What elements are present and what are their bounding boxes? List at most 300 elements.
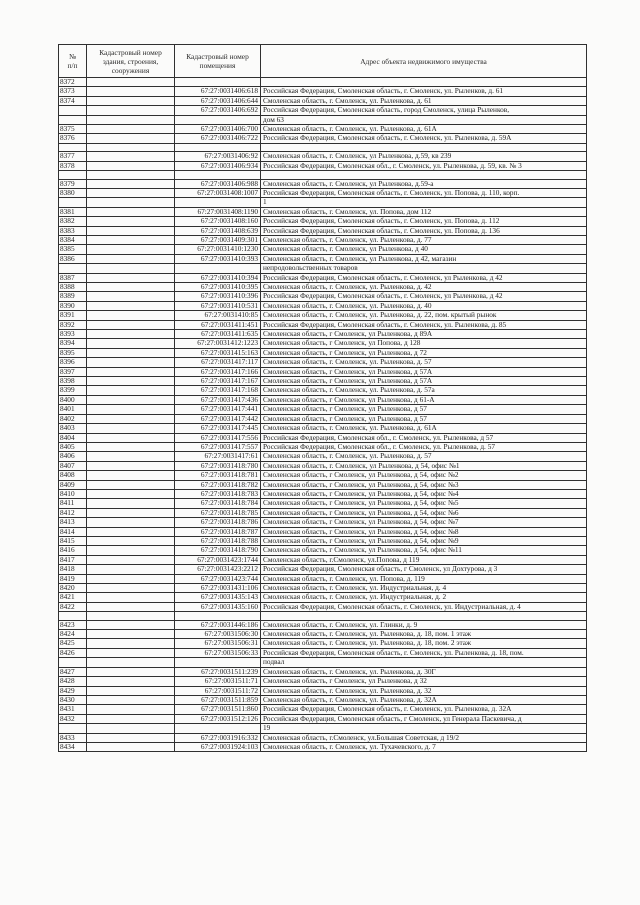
address-cell [261, 612, 587, 620]
table-row [59, 414, 587, 423]
table-row [59, 489, 587, 498]
row-number-cell: 8418 [59, 565, 87, 574]
row-number-cell: 8426 [59, 648, 87, 657]
address-cell: Смоленская область, г Смоленск, ул Рыленкова, д 57 [261, 405, 587, 414]
table-row [59, 301, 587, 310]
building-cadastral-cell [87, 348, 175, 357]
address-cell: Смоленская область, г. Смоленск, ул. Рыленкова, д. 40 [261, 301, 587, 310]
address-cell: Смоленская область, г Смоленск, ул Рыленкова, д 54, офис №2 [261, 471, 587, 480]
address-cell: Смоленская область, г Смоленск, ул Рыленкова, д 57 [261, 414, 587, 423]
row-number-cell: 8382 [59, 217, 87, 226]
premises-cadastral-cell: 67:27:0031417:167 [175, 377, 261, 386]
building-cadastral-cell [87, 630, 175, 639]
row-number-cell: 8388 [59, 283, 87, 292]
row-number-cell: 8380 [59, 188, 87, 197]
premises-cadastral-cell: 67:27:0031418:783 [175, 489, 261, 498]
premises-cadastral-cell: 67:27:0031916:332 [175, 733, 261, 742]
table-row [59, 686, 587, 695]
table-row [59, 705, 587, 714]
address-cell: Смоленская область, г. Смоленск, ул. Рыленкова, д. 32А [261, 695, 587, 704]
building-cadastral-cell [87, 78, 175, 87]
row-number-cell: 8415 [59, 536, 87, 545]
table-row [59, 217, 587, 226]
building-cadastral-cell [87, 143, 175, 151]
premises-cadastral-cell [175, 78, 261, 87]
table-row [59, 87, 587, 96]
building-cadastral-cell [87, 188, 175, 197]
address-cell: Смоленская область, г. Смоленск, ул. Рыленкова, д. 57 [261, 358, 587, 367]
premises-cadastral-cell: 67:27:0031410:396 [175, 292, 261, 301]
premises-cadastral-cell: 67:27:0031418:790 [175, 546, 261, 555]
address-cell: Смоленская область, г. Смоленск, ул Рыленкова, д 40 [261, 245, 587, 254]
premises-cadastral-cell: 67:27:0031446:186 [175, 620, 261, 629]
header-building-cadastral: Кадастровый номер здания, строения, сооружения [87, 45, 175, 78]
address-cell: Смоленская область, г. Смоленск, ул. Рыленкова, д. 77 [261, 235, 587, 244]
row-number-cell: 8412 [59, 508, 87, 517]
premises-cadastral-cell [175, 658, 261, 667]
table-row [59, 226, 587, 235]
premises-cadastral-cell [175, 115, 261, 124]
address-cell: Российская Федерация, Смоленская область, г Смоленск, ул Дохтурова, д 3 [261, 565, 587, 574]
table-row [59, 171, 587, 179]
table-row [59, 639, 587, 648]
address-cell [261, 78, 587, 87]
table-row [59, 330, 587, 339]
table-row [59, 499, 587, 508]
row-number-cell: 8410 [59, 489, 87, 498]
table-row [59, 245, 587, 254]
address-cell: Смоленская область, г.Смоленск, ул.Попова, д 119 [261, 555, 587, 564]
table-row [59, 442, 587, 451]
building-cadastral-cell [87, 292, 175, 301]
table-row [59, 207, 587, 216]
row-number-cell: 8395 [59, 348, 87, 357]
address-cell: Смоленская область, г. Смоленск, ул. Рыленкова, д. 61 [261, 96, 587, 105]
premises-cadastral-cell: 67:27:0031417:441 [175, 405, 261, 414]
row-number-cell: 8400 [59, 395, 87, 404]
building-cadastral-cell [87, 320, 175, 329]
row-number-cell: 8375 [59, 125, 87, 134]
table-row [59, 348, 587, 357]
row-number-cell: 8422 [59, 602, 87, 611]
building-cadastral-cell [87, 377, 175, 386]
table-row [59, 658, 587, 667]
address-cell: Смоленская область, г. Смоленск, ул. Рыленкова, д. 18, пом. 2 этаж [261, 639, 587, 648]
address-cell: Смоленская область, г. Смоленск, ул. Глинки, д. 9 [261, 620, 587, 629]
building-cadastral-cell [87, 677, 175, 686]
row-number-cell: 8419 [59, 574, 87, 583]
building-cadastral-cell [87, 301, 175, 310]
building-cadastral-cell [87, 115, 175, 124]
premises-cadastral-cell: 67:27:0031410:395 [175, 283, 261, 292]
table-row [59, 620, 587, 629]
address-cell: Смоленская область, г. Смоленск, ул. Рыленкова, д. 32 [261, 686, 587, 695]
table-row [59, 264, 587, 273]
table-row [59, 574, 587, 583]
row-number-cell: 8403 [59, 424, 87, 433]
premises-cadastral-cell: 67:27:0031410:531 [175, 301, 261, 310]
premises-cadastral-cell: 67:27:0031511:239 [175, 667, 261, 676]
property-registry-table [58, 44, 587, 752]
premises-cadastral-cell: 67:27:0031408:1007 [175, 188, 261, 197]
premises-cadastral-cell: 67:27:0031418:782 [175, 480, 261, 489]
building-cadastral-cell [87, 207, 175, 216]
address-cell: Смоленская область, г. Смоленск, ул Рыленкова, д.59-а [261, 179, 587, 188]
row-number-cell: 8401 [59, 405, 87, 414]
premises-cadastral-cell [175, 612, 261, 620]
row-number-cell: 8409 [59, 480, 87, 489]
building-cadastral-cell [87, 705, 175, 714]
premises-cadastral-cell: 67:27:0031418:780 [175, 461, 261, 470]
building-cadastral-cell [87, 96, 175, 105]
premises-cadastral-cell: 67:27:0031410:1230 [175, 245, 261, 254]
building-cadastral-cell [87, 620, 175, 629]
row-number-cell: 8378 [59, 161, 87, 170]
premises-cadastral-cell: 67:27:0031408:160 [175, 217, 261, 226]
table-row [59, 677, 587, 686]
building-cadastral-cell [87, 724, 175, 733]
building-cadastral-cell [87, 612, 175, 620]
row-number-cell [59, 198, 87, 207]
table-row [59, 536, 587, 545]
building-cadastral-cell [87, 639, 175, 648]
row-number-cell: 8384 [59, 235, 87, 244]
table-row [59, 377, 587, 386]
row-number-cell: 8429 [59, 686, 87, 695]
table-row [59, 405, 587, 414]
header-premises-cadastral: Кадастровый номер помещения [175, 45, 261, 78]
row-number-cell: 8381 [59, 207, 87, 216]
address-cell: Смоленская область, г. Смоленск, ул. Рыленкова, д. 61А [261, 424, 587, 433]
table-row [59, 292, 587, 301]
address-cell [261, 171, 587, 179]
table-row [59, 106, 587, 115]
premises-cadastral-cell: 67:27:0031418:787 [175, 527, 261, 536]
header-row-number: № п/п [59, 45, 87, 78]
premises-cadastral-cell: 67:27:0031417:117 [175, 358, 261, 367]
building-cadastral-cell [87, 593, 175, 602]
row-number-cell: 8389 [59, 292, 87, 301]
table-row [59, 667, 587, 676]
address-cell: Российская Федерация, Смоленская область, г Смоленск, ул Генерала Паскевича, д [261, 714, 587, 723]
table-row [59, 546, 587, 555]
premises-cadastral-cell [175, 198, 261, 207]
premises-cadastral-cell: 67:27:0031423:744 [175, 574, 261, 583]
table-row [59, 565, 587, 574]
building-cadastral-cell [87, 254, 175, 263]
address-cell: Российская Федерация, Смоленская область, г. Смоленск, ул. Рыленкова, д. 59А [261, 134, 587, 143]
address-cell: Смоленская область, г Смоленск, ул Рыленкова, д 54, офис №9 [261, 536, 587, 545]
table-row [59, 742, 587, 751]
premises-cadastral-cell: 67:27:0031423:1744 [175, 555, 261, 564]
premises-cadastral-cell: 67:27:0031417:556 [175, 433, 261, 442]
building-cadastral-cell [87, 330, 175, 339]
row-number-cell [59, 106, 87, 115]
table-row [59, 134, 587, 143]
building-cadastral-cell [87, 339, 175, 348]
address-cell: Российская Федерация, Смоленская область, г. Смоленск, ул Рыленкова, д 42 [261, 273, 587, 282]
row-number-cell: 8408 [59, 471, 87, 480]
premises-cadastral-cell: 67:27:0031924:103 [175, 742, 261, 751]
address-cell: Российская Федерация, Смоленская область, г. Смоленск, ул. Индустриальная, д. 4 [261, 602, 587, 611]
address-cell: дом 63 [261, 115, 587, 124]
premises-cadastral-cell: 67:27:0031411:635 [175, 330, 261, 339]
table-row [59, 424, 587, 433]
building-cadastral-cell [87, 602, 175, 611]
table-row [59, 358, 587, 367]
premises-cadastral-cell: 67:27:0031418:784 [175, 499, 261, 508]
row-number-cell: 8433 [59, 733, 87, 742]
premises-cadastral-cell: 67:27:0031435:160 [175, 602, 261, 611]
row-number-cell: 8405 [59, 442, 87, 451]
building-cadastral-cell [87, 245, 175, 254]
table-row [59, 695, 587, 704]
premises-cadastral-cell: 67:27:0031408:639 [175, 226, 261, 235]
address-cell: Смоленская область, г Смоленск, ул Рыленкова, д 54, офис №11 [261, 546, 587, 555]
row-number-cell: 8386 [59, 254, 87, 263]
premises-cadastral-cell: 67:27:0031511:860 [175, 705, 261, 714]
premises-cadastral-cell: 67:27:0031406:92 [175, 152, 261, 161]
row-number-cell [59, 171, 87, 179]
row-number-cell: 8373 [59, 87, 87, 96]
row-number-cell: 8396 [59, 358, 87, 367]
address-cell: Смоленская область, г Смоленск, ул Рыленкова, д 54, офис №5 [261, 499, 587, 508]
premises-cadastral-cell: 67:27:0031417:436 [175, 395, 261, 404]
address-cell: Смоленская область, г. Смоленск, ул. Попова, д. 119 [261, 574, 587, 583]
address-cell: Смоленская область, г Смоленск, ул Попова, д 128 [261, 339, 587, 348]
table-row [59, 235, 587, 244]
address-cell: Российская Федерация, Смоленская область, г. Смоленск, ул. Попова, д. 136 [261, 226, 587, 235]
table-row [59, 254, 587, 263]
building-cadastral-cell [87, 518, 175, 527]
address-cell: Смоленская область, г. Смоленск, ул. Рыленкова, д. 30Г [261, 667, 587, 676]
building-cadastral-cell [87, 442, 175, 451]
table-row [59, 452, 587, 461]
row-number-cell: 8414 [59, 527, 87, 536]
row-number-cell [59, 724, 87, 733]
row-number-cell: 8421 [59, 593, 87, 602]
premises-cadastral-cell [175, 724, 261, 733]
building-cadastral-cell [87, 226, 175, 235]
row-number-cell: 8428 [59, 677, 87, 686]
row-number-cell: 8377 [59, 152, 87, 161]
premises-cadastral-cell: 67:27:0031511:72 [175, 686, 261, 695]
row-number-cell: 8404 [59, 433, 87, 442]
premises-cadastral-cell: 67:27:0031410:85 [175, 311, 261, 320]
row-number-cell [59, 143, 87, 151]
address-cell: Российская Федерация, Смоленская область, г. Смоленск, ул. Рыленкова, д. 32А [261, 705, 587, 714]
premises-cadastral-cell: 67:27:0031412:1223 [175, 339, 261, 348]
address-cell: Смоленская область, г Смоленск, ул Рыленкова, д 89А [261, 330, 587, 339]
premises-cadastral-cell: 67:27:0031406:700 [175, 125, 261, 134]
building-cadastral-cell [87, 414, 175, 423]
premises-cadastral-cell: 67:27:0031417:445 [175, 424, 261, 433]
premises-cadastral-cell: 67:27:0031415:163 [175, 348, 261, 357]
table-body [59, 78, 587, 752]
address-cell: Смоленская область, г. Смоленск, ул. Рыленкова, д. 22, пом. крытый рынок [261, 311, 587, 320]
premises-cadastral-cell: 67:27:0031418:785 [175, 508, 261, 517]
premises-cadastral-cell: 67:27:0031406:692 [175, 106, 261, 115]
premises-cadastral-cell [175, 171, 261, 179]
building-cadastral-cell [87, 461, 175, 470]
table-header-row [59, 45, 587, 78]
premises-cadastral-cell: 67:27:0031423:2212 [175, 565, 261, 574]
building-cadastral-cell [87, 480, 175, 489]
building-cadastral-cell [87, 733, 175, 742]
premises-cadastral-cell: 67:27:0031506:30 [175, 630, 261, 639]
address-cell: Смоленская область, г. Смоленск, ул. Рыленкова, д. 18, пом. 1 этаж [261, 630, 587, 639]
table-row [59, 480, 587, 489]
row-number-cell: 8399 [59, 386, 87, 395]
building-cadastral-cell [87, 125, 175, 134]
address-cell: Смоленская область, г. Смоленск, ул. Рыленкова, д. 42 [261, 283, 587, 292]
table-row [59, 527, 587, 536]
address-cell: Российская Федерация, Смоленская область, город Смоленск, улица Рыленков, [261, 106, 587, 115]
address-cell: Российская Федерация, Смоленская область, г. Смоленск, ул. Попова, д. 112 [261, 217, 587, 226]
table-row [59, 630, 587, 639]
row-number-cell: 8376 [59, 134, 87, 143]
table-row [59, 283, 587, 292]
building-cadastral-cell [87, 452, 175, 461]
address-cell: Смоленская область, г. Смоленск, ул. Рыленкова, д. 57а [261, 386, 587, 395]
building-cadastral-cell [87, 87, 175, 96]
premises-cadastral-cell: 67:27:0031410:394 [175, 273, 261, 282]
building-cadastral-cell [87, 405, 175, 414]
table-row [59, 584, 587, 593]
premises-cadastral-cell: 67:27:0031406:934 [175, 161, 261, 170]
row-number-cell: 8394 [59, 339, 87, 348]
row-number-cell: 8398 [59, 377, 87, 386]
table-row [59, 395, 587, 404]
building-cadastral-cell [87, 536, 175, 545]
row-number-cell: 8420 [59, 584, 87, 593]
building-cadastral-cell [87, 395, 175, 404]
premises-cadastral-cell: 67:27:0031512:126 [175, 714, 261, 723]
building-cadastral-cell [87, 546, 175, 555]
premises-cadastral-cell [175, 143, 261, 151]
address-cell: Смоленская область, г Смоленск, ул Рыленкова, д 61-А [261, 395, 587, 404]
table-row [59, 714, 587, 723]
premises-cadastral-cell: 67:27:0031435:143 [175, 593, 261, 602]
premises-cadastral-cell: 67:27:0031506:33 [175, 648, 261, 657]
premises-cadastral-cell: 67:27:0031409:301 [175, 235, 261, 244]
premises-cadastral-cell: 67:27:0031417:442 [175, 414, 261, 423]
building-cadastral-cell [87, 386, 175, 395]
row-number-cell: 8393 [59, 330, 87, 339]
address-cell: Смоленская область, г Смоленск, ул Рыленкова, д 57А [261, 367, 587, 376]
row-number-cell [59, 115, 87, 124]
building-cadastral-cell [87, 574, 175, 583]
address-cell: Смоленская область, г Смоленск, ул Рыленкова, д 32 [261, 677, 587, 686]
row-number-cell: 8379 [59, 179, 87, 188]
table-row [59, 648, 587, 657]
premises-cadastral-cell: 67:27:0031406:644 [175, 96, 261, 105]
row-number-cell: 8424 [59, 630, 87, 639]
row-number-cell: 8397 [59, 367, 87, 376]
table-row [59, 518, 587, 527]
row-number-cell: 8372 [59, 78, 87, 87]
building-cadastral-cell [87, 584, 175, 593]
premises-cadastral-cell: 67:27:0031417:557 [175, 442, 261, 451]
building-cadastral-cell [87, 527, 175, 536]
row-number-cell: 8390 [59, 301, 87, 310]
row-number-cell: 8427 [59, 667, 87, 676]
building-cadastral-cell [87, 433, 175, 442]
building-cadastral-cell [87, 367, 175, 376]
table-row [59, 471, 587, 480]
table-row [59, 115, 587, 124]
address-cell: Российская Федерация, Смоленская обл., г. Смоленск, ул. Рыленкова, д 57 [261, 433, 587, 442]
row-number-cell: 8434 [59, 742, 87, 751]
address-cell: Российская Федерация, Смоленская область, г. Смоленск, ул. Попова, д. 110, корп. [261, 188, 587, 197]
premises-cadastral-cell: 67:27:0031418:786 [175, 518, 261, 527]
building-cadastral-cell [87, 648, 175, 657]
row-number-cell: 8407 [59, 461, 87, 470]
table-row [59, 602, 587, 611]
table-row [59, 461, 587, 470]
building-cadastral-cell [87, 106, 175, 115]
row-number-cell: 8391 [59, 311, 87, 320]
premises-cadastral-cell: 67:27:0031417:61 [175, 452, 261, 461]
address-cell: Российская Федерация, Смоленская обл., г. Смоленск, ул. Рыленкова, д. 59, кв. № 3 [261, 161, 587, 170]
address-cell: Российская Федерация, Смоленская область, г. Смоленск, ул. Рыленкова, д. 85 [261, 320, 587, 329]
premises-cadastral-cell: 67:27:0031506:31 [175, 639, 261, 648]
building-cadastral-cell [87, 471, 175, 480]
row-number-cell: 8425 [59, 639, 87, 648]
premises-cadastral-cell: 67:27:0031418:781 [175, 471, 261, 480]
address-cell: Смоленская область, г Смоленск, ул Рыленкова, д 54, офис №6 [261, 508, 587, 517]
address-cell [261, 143, 587, 151]
premises-cadastral-cell: 67:27:0031406:722 [175, 134, 261, 143]
building-cadastral-cell [87, 264, 175, 273]
address-cell: непродовольственных товаров [261, 264, 587, 273]
building-cadastral-cell [87, 134, 175, 143]
building-cadastral-cell [87, 283, 175, 292]
row-number-cell: 8374 [59, 96, 87, 105]
address-cell: Смоленская область, г. Смоленск, ул. Индустриальная, д. 4 [261, 584, 587, 593]
premises-cadastral-cell: 67:27:0031410:393 [175, 254, 261, 263]
address-cell: Смоленская область, г. Смоленск, ул. Рыленкова, д. 57 [261, 452, 587, 461]
table-row [59, 555, 587, 564]
building-cadastral-cell [87, 658, 175, 667]
row-number-cell: 8413 [59, 518, 87, 527]
premises-cadastral-cell: 67:27:0031417:166 [175, 367, 261, 376]
table-row [59, 593, 587, 602]
premises-cadastral-cell: 67:27:0031406:618 [175, 87, 261, 96]
address-cell: 19 [261, 724, 587, 733]
building-cadastral-cell [87, 695, 175, 704]
table-row [59, 143, 587, 151]
header-address: Адрес объекта недвижимого имущества [261, 45, 587, 78]
table-row [59, 367, 587, 376]
row-number-cell: 8416 [59, 546, 87, 555]
address-cell: Российская Федерация, Смоленская область, г. Смоленск, ул. Рыленков, д. 61 [261, 87, 587, 96]
building-cadastral-cell [87, 555, 175, 564]
premises-cadastral-cell: 67:27:0031408:1190 [175, 207, 261, 216]
address-cell: Смоленская область, г Смоленск, ул Рыленкова, д 57А [261, 377, 587, 386]
address-cell: Смоленская область, г Смоленск, ул Рыленкова, д 54, офис №8 [261, 527, 587, 536]
row-number-cell: 8406 [59, 452, 87, 461]
row-number-cell: 8411 [59, 499, 87, 508]
row-number-cell: 8402 [59, 414, 87, 423]
building-cadastral-cell [87, 235, 175, 244]
address-cell: Смоленская область, г. Смоленск, ул. Тухачевского, д. 7 [261, 742, 587, 751]
address-cell: Российская Федерация, Смоленская область, г. Смоленск, ул. Рыленкова, д. 18, пом. [261, 648, 587, 657]
building-cadastral-cell [87, 179, 175, 188]
table-row [59, 724, 587, 733]
table-row [59, 508, 587, 517]
address-cell: Смоленская область, г Смоленск, ул Рыленкова, д 54, офис №7 [261, 518, 587, 527]
